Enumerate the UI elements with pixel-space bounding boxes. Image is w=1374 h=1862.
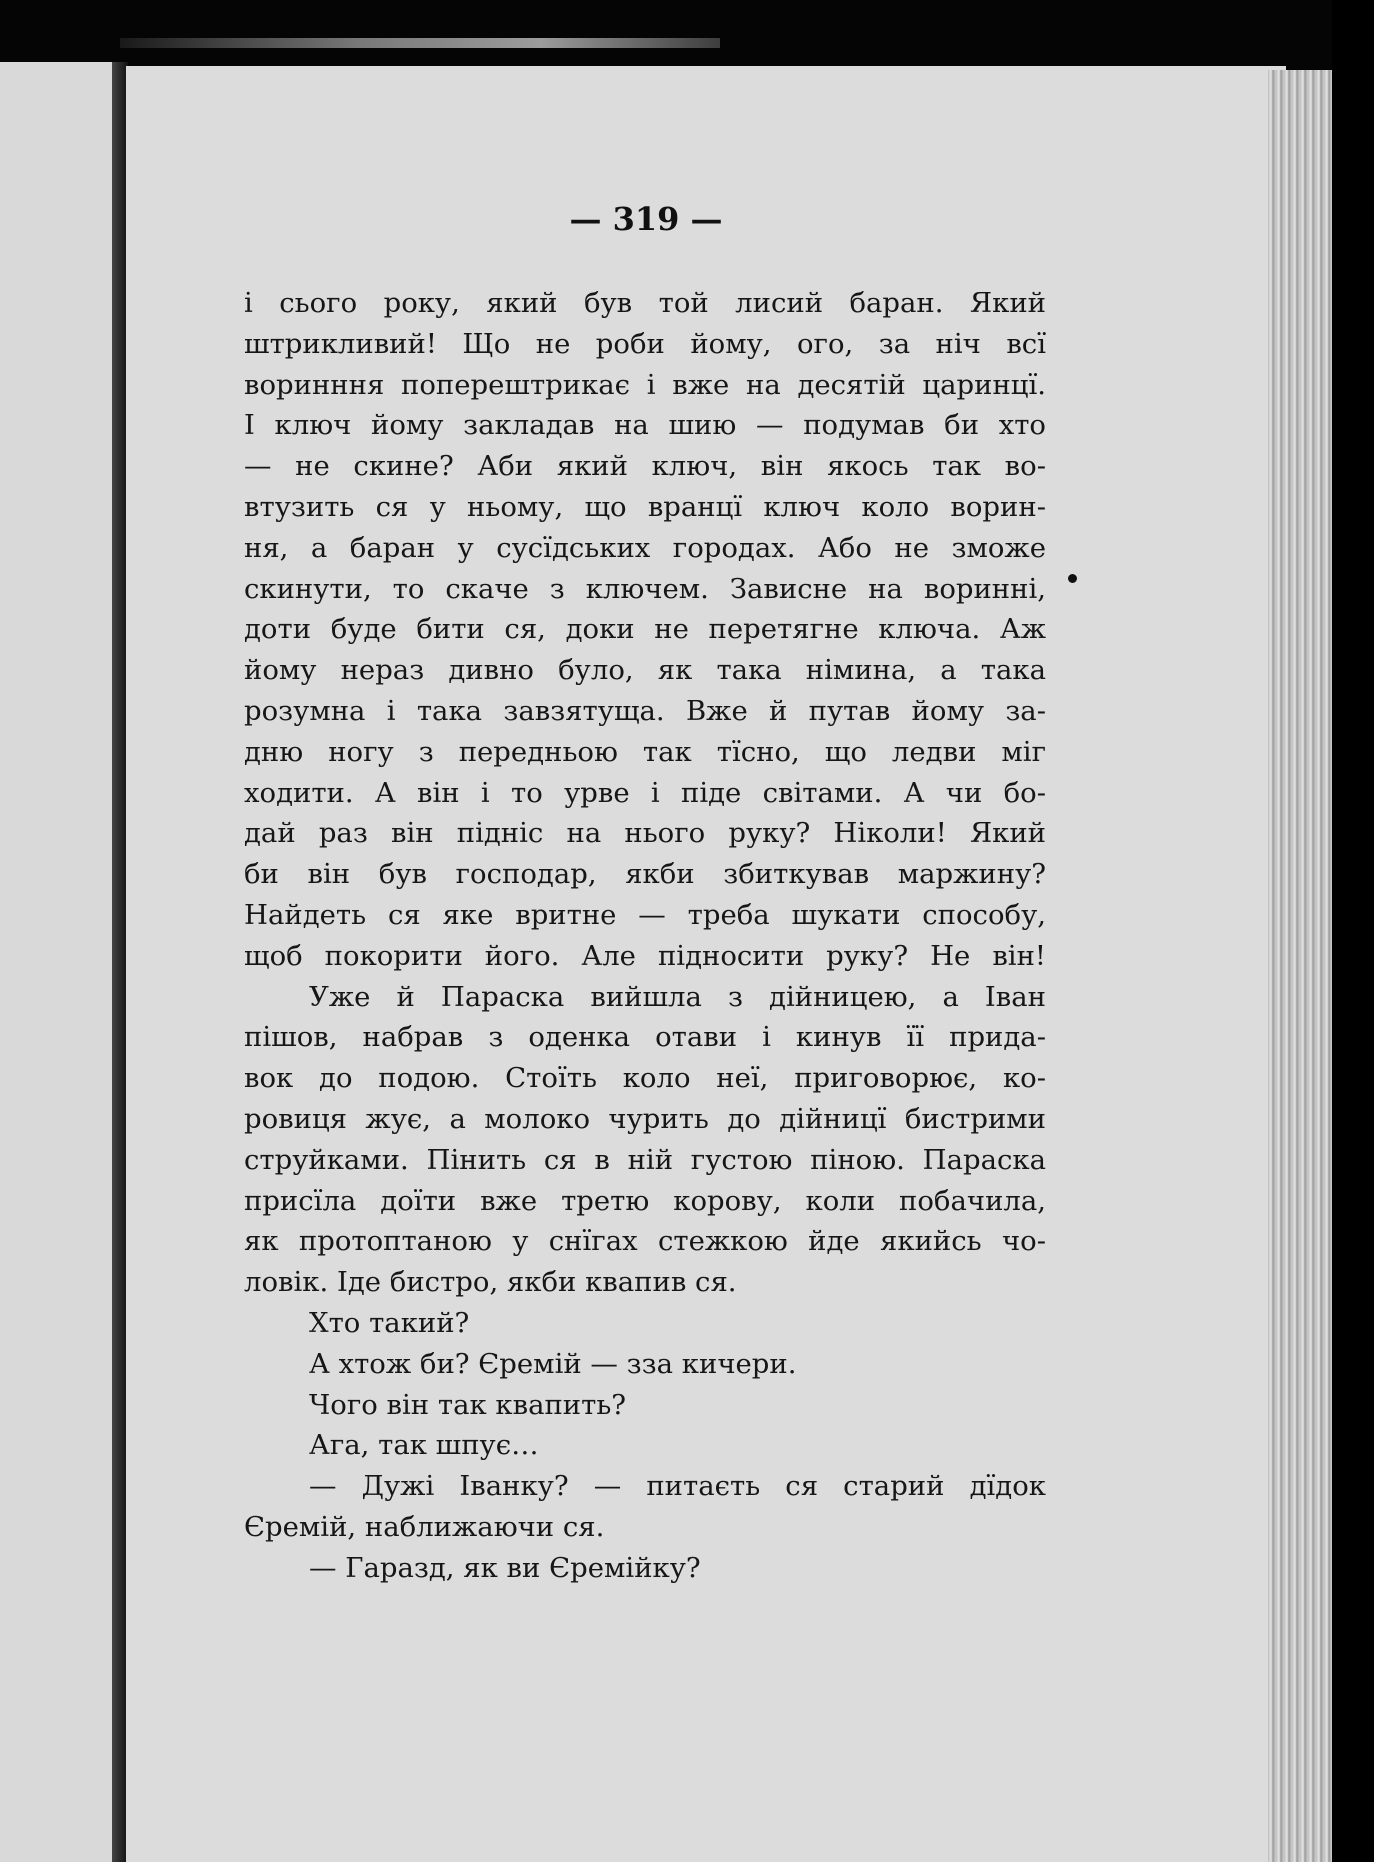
text-line: вок до подою. Стоїть коло неї, приговорює, ко- xyxy=(244,1062,1046,1095)
text-line: Єремій, наближаючи ся. xyxy=(244,1510,605,1543)
facing-page-edge xyxy=(0,62,118,1862)
text-line: скинути, то скаче з ключем. Зависне на воринні, xyxy=(244,572,1046,605)
text-line: Ага, так шпує… xyxy=(309,1429,539,1462)
margin-ink-dot xyxy=(1068,574,1077,583)
text-line: Чого він так квапить? xyxy=(309,1388,627,1421)
text-line: ходити. А він і то урве і піде світами. А чи бо- xyxy=(244,776,1046,809)
text-line: як протоптаною у снїгах стежкою йде якийсь чо- xyxy=(244,1225,1046,1258)
text-line: пішов, набрав з оденка отави і кинув її прида- xyxy=(244,1021,1046,1054)
text-line: доти буде бити ся, доки не перетягне ключа. Аж xyxy=(244,613,1046,646)
scan-right-border xyxy=(1332,0,1374,1862)
text-line: присїла доїти вже третю корову, коли побачила, xyxy=(244,1184,1046,1217)
text-line: ня, а баран у сусїдських городах. Або не зможе xyxy=(244,531,1046,564)
text-line: ловік. Іде бистро, якби квапив ся. xyxy=(244,1266,737,1299)
scan-top-glare xyxy=(120,38,720,48)
text-line: — не скине? Аби який ключ, він якось так во- xyxy=(244,450,1046,483)
text-line: дай раз він підніс на нього руку? Ніколи! Який xyxy=(244,817,1046,850)
text-line: щоб покорити його. Але підносити руку? Не він! xyxy=(244,939,1046,972)
text-line: — Дужі Іванку? — питаєть ся старий дїдок xyxy=(309,1470,1046,1503)
text-line: струйками. Пінить ся в ній густою піною. Параска xyxy=(244,1143,1046,1176)
page-stack-edge xyxy=(1268,70,1332,1862)
text-line: Хто такий? xyxy=(309,1306,470,1339)
text-line: дню ногу з передньою так тїсно, що ледви міг xyxy=(244,735,1046,768)
text-line: І ключ йому закладав на шию — подумав би хто xyxy=(244,409,1046,442)
page-number: — 319 — xyxy=(569,200,723,238)
text-line: Найдеть ся яке вритне — треба шукати способу, xyxy=(244,898,1046,931)
text-line: А хтож би? Єремій — зза кичери. xyxy=(309,1347,797,1380)
text-line: і сього року, який був той лисий баран. Який xyxy=(244,287,1046,319)
text-line: — Гаразд, як ви Єремійку? xyxy=(309,1551,701,1584)
page-body-text xyxy=(244,283,1046,1589)
text-line: воринння поперештрикає і вже на десятій царинцї. xyxy=(244,368,1046,401)
text-line: розумна і така завзятуща. Вже й путав йому за- xyxy=(244,694,1046,727)
text-line: би він був господар, якби збиткував маржину? xyxy=(244,858,1046,891)
text-line: Уже й Параска вийшла з дійницею, а Іван xyxy=(309,980,1046,1013)
text-line: штрикливий! Що не роби йому, ого, за ніч всї xyxy=(244,327,1046,360)
text-line: йому нераз дивно було, як така німина, а така xyxy=(244,654,1046,687)
text-line: ровиця жує, а молоко чурить до дійницї бистрими xyxy=(244,1102,1046,1135)
text-line: втузить ся у ньому, що вранцї ключ коло ворин- xyxy=(244,490,1046,523)
